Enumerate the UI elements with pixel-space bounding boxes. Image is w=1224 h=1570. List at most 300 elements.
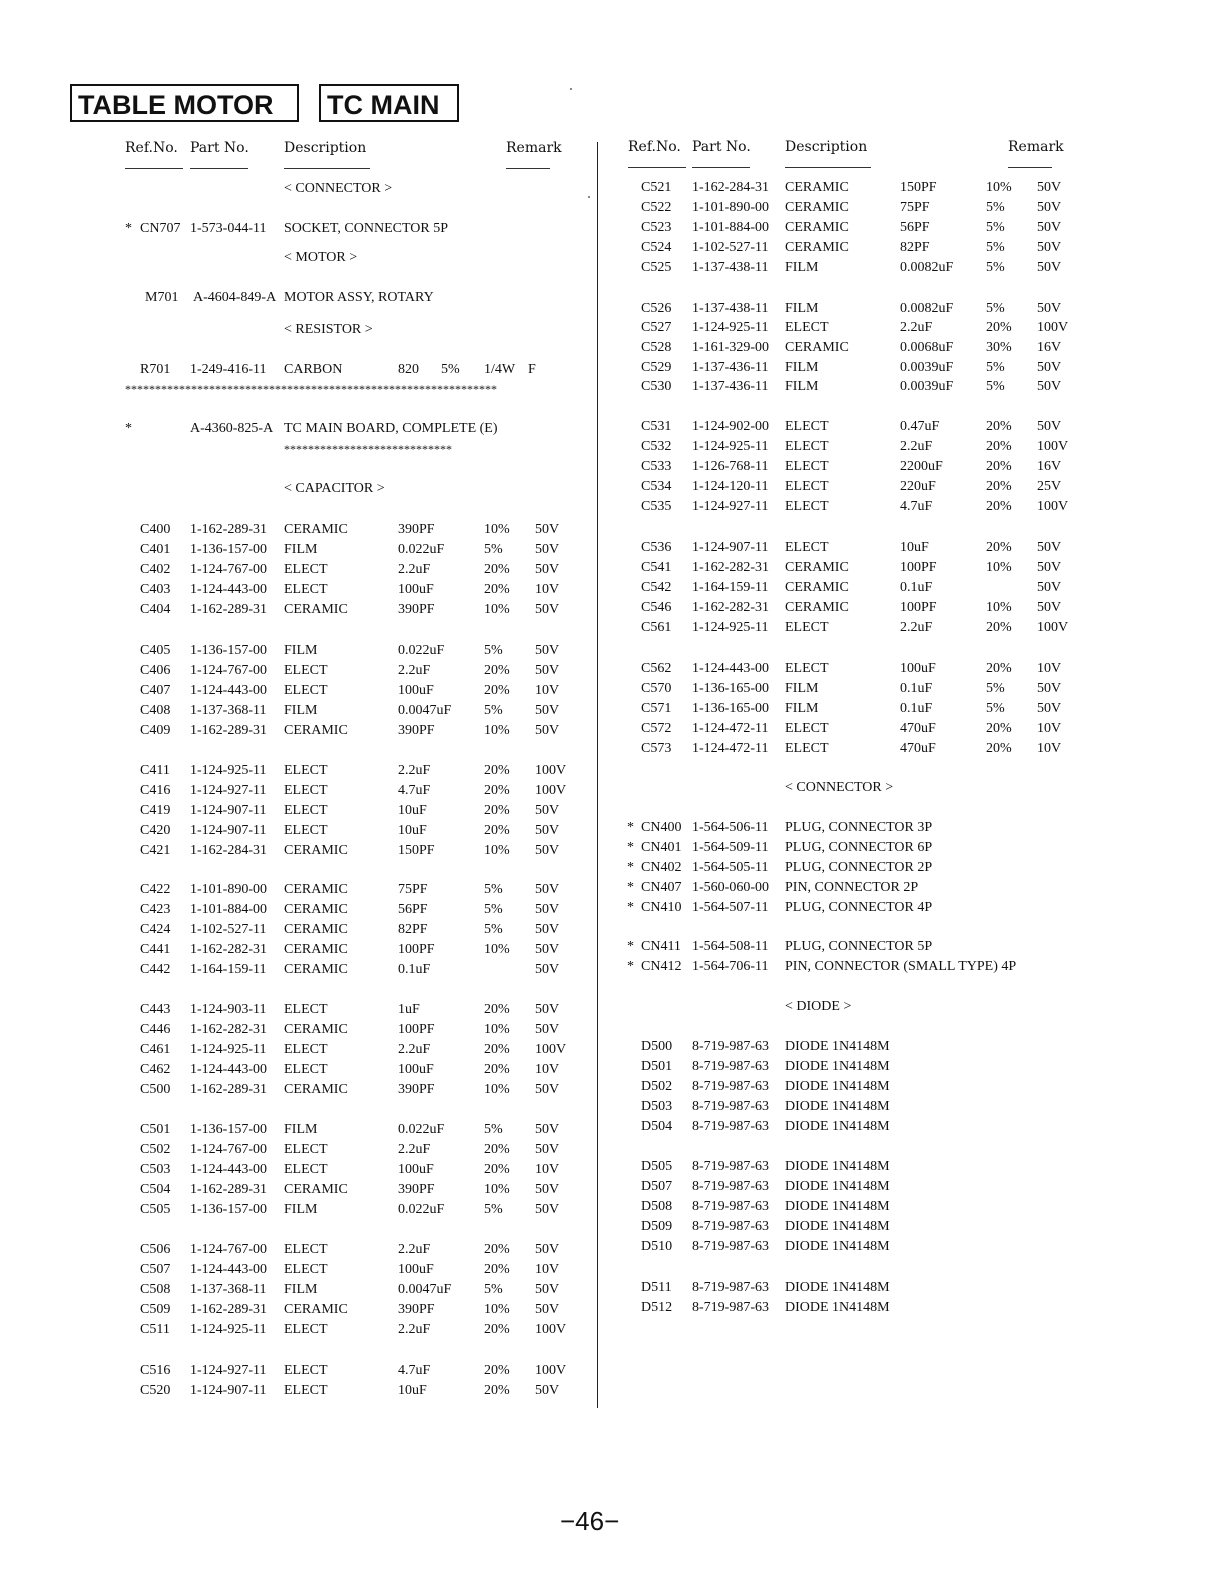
list-item [0,520,1224,540]
part-no: 1-124-443-00 [692,661,769,676]
tolerance: 10% [484,843,510,858]
tolerance: 5% [484,1282,503,1297]
voltage: 100V [1037,320,1069,335]
header-ref-left: Ref.No. [125,140,178,156]
ref-no: C541 [641,560,672,575]
header-part-left: Part No. [190,140,249,156]
description: CERAMIC [284,1082,348,1097]
part-no: 8-719-987-63 [692,1280,769,1295]
tolerance: 20% [484,763,510,778]
description: CERAMIC [785,340,849,355]
header-desc-right: Description [785,139,868,155]
tolerance: 20% [986,721,1012,736]
part-no: 1-124-927-11 [692,499,769,514]
tolerance: 20% [986,459,1012,474]
voltage: 50V [535,1282,560,1297]
voltage: 10V [1037,721,1062,736]
ref-no: C531 [641,419,672,434]
value: 390PF [398,1302,435,1317]
section-title: < CONNECTOR > [284,181,393,196]
part-no: 1-249-416-11 [190,362,267,377]
description: ELECT [785,540,829,555]
part-no: 1-136-157-00 [190,542,267,557]
tolerance: 5% [986,701,1005,716]
ref-no: C423 [140,902,171,917]
description: DIODE 1N4148M [785,1099,890,1114]
value: 2.2uF [900,620,933,635]
part-no: 1-136-165-00 [692,701,769,716]
ref-no: C422 [140,882,171,897]
value: 0.0047uF [398,703,452,718]
value: 100uF [398,1062,434,1077]
tolerance: 20% [986,479,1012,494]
part-no: 1-124-472-11 [692,741,769,756]
voltage: 50V [1037,600,1062,615]
value: 470uF [900,741,936,756]
description: ELECT [284,1162,328,1177]
ref-no: C442 [140,962,171,977]
description: CERAMIC [284,602,348,617]
list-item [0,238,1224,258]
value: 100PF [900,560,937,575]
ref-no: C504 [140,1182,171,1197]
ref-no: C501 [140,1122,171,1137]
value: 0.1uF [900,681,933,696]
description: PLUG, CONNECTOR 5P [785,939,933,954]
voltage: 50V [535,803,560,818]
value: 0.0082uF [900,301,954,316]
value: 0.1uF [900,701,933,716]
voltage: 50V [535,942,560,957]
ref-no: C542 [641,580,672,595]
asterisk-separator: **************************** [284,442,452,456]
section-title: < RESISTOR > [284,322,373,337]
ref-no: C506 [140,1242,171,1257]
ref-no: C571 [641,701,672,716]
ref-no: C530 [641,379,672,394]
part-no: 1-137-368-11 [190,703,267,718]
description: ELECT [785,439,829,454]
voltage: 50V [1037,240,1062,255]
description: CERAMIC [284,1022,348,1037]
header-ref-right: Ref.No. [628,139,681,155]
voltage: 50V [535,882,560,897]
part-no: 1-101-884-00 [190,902,267,917]
ref-no: C509 [140,1302,171,1317]
value: 100uF [398,1162,434,1177]
ref-no: C419 [140,803,171,818]
description: DIODE 1N4148M [785,1280,890,1295]
description: ELECT [785,741,829,756]
tolerance: 10% [484,1022,510,1037]
ref-no: C446 [140,1022,171,1037]
ref-no: C528 [641,340,672,355]
part-no: 8-719-987-63 [692,1159,769,1174]
ref-no: C420 [140,823,171,838]
ref-no: D511 [641,1280,672,1295]
list-item [0,719,1224,739]
value: 0.0068uF [900,340,954,355]
part-no: 1-124-443-00 [190,683,267,698]
value: 470uF [900,721,936,736]
section-heading [0,778,1224,798]
voltage: 50V [535,542,560,557]
tolerance: 30% [986,340,1012,355]
list-item [0,957,1224,977]
voltage: 10V [535,683,560,698]
ref-no: C405 [140,643,171,658]
list-item [0,1320,1224,1340]
description: CERAMIC [284,1302,348,1317]
tolerance: 20% [986,320,1012,335]
description: ELECT [284,683,328,698]
ref-no: C443 [140,1002,171,1017]
list-item [0,1278,1224,1298]
tolerance: 20% [484,1242,510,1257]
voltage: 50V [535,562,560,577]
list-item [0,878,1224,898]
part-no: 1-573-044-11 [190,221,267,236]
ref-no: CN410 [641,900,682,915]
ref-no: CN402 [641,860,682,875]
ref-no: C522 [641,200,672,215]
tolerance: 20% [484,1142,510,1157]
list-item [0,477,1224,497]
ref-no: C532 [641,439,672,454]
header-underline [628,167,686,168]
tolerance: 20% [484,683,510,698]
part-no: 1-164-159-11 [190,962,267,977]
part-no: 1-564-506-11 [692,820,769,835]
ref-no: C525 [641,260,672,275]
description: ELECT [284,582,328,597]
value: 100uF [398,683,434,698]
voltage: 50V [535,843,560,858]
part-no: 1-137-438-11 [692,260,769,275]
tolerance: 20% [484,663,510,678]
part-no: 1-126-768-11 [692,459,769,474]
voltage: 100V [535,783,567,798]
value: 0.0039uF [900,379,954,394]
part-no: 1-162-289-31 [190,522,267,537]
value: 75PF [900,200,930,215]
list-item [0,1298,1224,1318]
voltage: 50V [535,1383,560,1398]
list-item [0,437,1224,457]
list-item [0,198,1224,218]
part-no: 1-162-289-31 [190,1302,267,1317]
voltage: 50V [1037,260,1062,275]
part-no: 1-564-508-11 [692,939,769,954]
ref-no: CN407 [641,880,682,895]
safety-mark: * [627,900,634,915]
list-item [0,497,1224,517]
tolerance: 5% [484,922,503,937]
ref-no: C406 [140,663,171,678]
list-item [0,538,1224,558]
part-no: 1-124-925-11 [190,763,267,778]
voltage: 50V [1037,701,1062,716]
part-no: 1-124-767-00 [190,562,267,577]
part-no: 1-124-443-00 [190,582,267,597]
tolerance: 20% [484,823,510,838]
part-no: 1-124-907-11 [692,540,769,555]
part-no: A-4360-825-A [190,421,274,436]
value: 150PF [900,180,937,195]
part-no: 8-719-987-63 [692,1300,769,1315]
part-no: 1-124-925-11 [190,1322,267,1337]
part-no: A-4604-849-A [193,290,277,305]
list-item [0,1057,1224,1077]
part-no: 1-564-505-11 [692,860,769,875]
part-no: 1-124-903-11 [190,1002,267,1017]
part-no: 8-719-987-63 [692,1039,769,1054]
list-item [0,818,1224,838]
voltage: 10V [535,1262,560,1277]
header-underline [506,168,550,169]
part-no: 8-719-987-63 [692,1099,769,1114]
safety-mark: * [627,939,634,954]
tolerance: 20% [484,803,510,818]
part-no: 1-137-436-11 [692,379,769,394]
header-desc-left: Description [284,140,367,156]
part-no: 1-137-436-11 [692,360,769,375]
description: ELECT [284,562,328,577]
list-item [0,218,1224,238]
safety-mark: * [125,221,132,236]
tolerance: 20% [484,1322,510,1337]
description: DIODE 1N4148M [785,1300,890,1315]
ref-no: C523 [641,220,672,235]
description: FILM [785,681,819,696]
page-number: −46− [560,1506,620,1536]
voltage: 50V [1037,580,1062,595]
safety-mark: * [627,860,634,875]
part-no: 1-124-767-00 [190,663,267,678]
part-no: 1-101-890-00 [190,882,267,897]
tolerance: 5% [484,1122,503,1137]
part-no: 1-124-443-00 [190,1062,267,1077]
value: 100PF [900,600,937,615]
part-no: 1-162-284-31 [692,180,769,195]
ref-no: C500 [140,1082,171,1097]
part-no: 1-564-507-11 [692,900,769,915]
voltage: 50V [535,962,560,977]
description: SOCKET, CONNECTOR 5P [284,221,449,236]
description: ELECT [284,1142,328,1157]
description: ELECT [785,320,829,335]
ref-no: D504 [641,1119,673,1134]
ref-no: C508 [140,1282,171,1297]
description: CERAMIC [785,580,849,595]
list-item [0,1217,1224,1237]
value: 2.2uF [398,1142,431,1157]
list-item [0,338,1224,358]
list-item [0,358,1224,378]
value: 0.0082uF [900,260,954,275]
value: 2.2uF [900,439,933,454]
list-item [0,1237,1224,1257]
description: CARBON [284,362,343,377]
description: ELECT [785,661,829,676]
ref-no: C404 [140,602,171,617]
ref-no: CN412 [641,959,682,974]
value: 390PF [398,1182,435,1197]
part-no: 1-124-925-11 [692,439,769,454]
list-item [0,1097,1224,1117]
ref-no: C424 [140,922,171,937]
tolerance: 20% [986,540,1012,555]
description: ELECT [284,1062,328,1077]
part-no: 1-136-157-00 [190,1202,267,1217]
list-item [0,898,1224,918]
ref-no: CN707 [140,221,181,236]
part-no: 1-162-289-31 [190,723,267,738]
list-item [0,618,1224,638]
part-no: 1-124-925-11 [190,1042,267,1057]
value: 0.0047uF [398,1282,452,1297]
voltage: 10V [535,582,560,597]
section-title: < CAPACITOR > [284,481,385,496]
ref-no: D501 [641,1059,673,1074]
value: 390PF [398,522,435,537]
part-no: 1-136-157-00 [190,1122,267,1137]
part-no: 1-162-282-31 [190,942,267,957]
voltage: 100V [535,1042,567,1057]
ref-no: C505 [140,1202,171,1217]
part-no: 1-124-443-00 [190,1162,267,1177]
voltage: 50V [1037,379,1062,394]
voltage: 16V [1037,340,1062,355]
voltage: 100V [1037,499,1069,514]
voltage: 50V [535,663,560,678]
description: PLUG, CONNECTOR 2P [785,860,933,875]
part-no: 1-164-159-11 [692,580,769,595]
value: 100uF [398,1262,434,1277]
tolerance: 5% [986,360,1005,375]
part-no: 1-162-289-31 [190,1082,267,1097]
value: 10uF [398,803,427,818]
value: 0.022uF [398,542,445,557]
voltage: 50V [1037,540,1062,555]
ref-no: C527 [641,320,672,335]
tolerance: 10% [484,1302,510,1317]
part-no: 1-124-927-11 [190,783,267,798]
part-no: 8-719-987-63 [692,1079,769,1094]
ref-no: C562 [641,661,672,676]
description: FILM [785,360,819,375]
value: 82PF [398,922,428,937]
description: ELECT [785,721,829,736]
part-no: 1-162-282-31 [692,560,769,575]
voltage: 100V [535,1363,567,1378]
safety-mark: * [627,840,634,855]
description: ELECT [284,1262,328,1277]
part-no: 1-564-706-11 [692,959,769,974]
part-no: 8-719-987-63 [692,1119,769,1134]
part-no: 1-102-527-11 [692,240,769,255]
description: CERAMIC [785,220,849,235]
tolerance: 10% [484,1082,510,1097]
ref-no: C416 [140,783,171,798]
value: 56PF [398,902,428,917]
description: CERAMIC [284,843,348,858]
tolerance: 5% [484,643,503,658]
voltage: 50V [535,1182,560,1197]
value: 2.2uF [900,320,933,335]
description: ELECT [284,763,328,778]
list-item [0,1197,1224,1217]
value: 10uF [900,540,929,555]
list-item [0,318,1224,338]
value: 10uF [398,1383,427,1398]
safety-mark: * [627,959,634,974]
tolerance: 20% [484,1363,510,1378]
value: 390PF [398,602,435,617]
header-part-right: Part No. [692,139,751,155]
ref-no: C529 [641,360,672,375]
ref-no: C461 [140,1042,171,1057]
part-no: 1-564-509-11 [692,840,769,855]
voltage: 50V [535,723,560,738]
voltage: 50V [535,643,560,658]
tolerance: 5% [986,240,1005,255]
description: CERAMIC [284,962,348,977]
voltage: 50V [535,1242,560,1257]
tolerance: 10% [986,560,1012,575]
tolerance: 5% [986,301,1005,316]
description: FILM [785,260,819,275]
description: ELECT [284,783,328,798]
header-underline [125,168,183,169]
title-tc-main: TC MAIN [319,84,459,122]
list-item [0,838,1224,858]
value: 82PF [900,240,930,255]
value: 2200uF [900,459,943,474]
ref-no: CN400 [641,820,682,835]
description: CERAMIC [785,560,849,575]
description: ELECT [785,459,829,474]
remark: F [528,362,536,377]
tolerance: 20% [484,582,510,597]
list-item [0,1117,1224,1137]
description: PIN, CONNECTOR 2P [785,880,919,895]
voltage: 50V [535,1082,560,1097]
voltage: 100V [535,1322,567,1337]
ref-no: C407 [140,683,171,698]
description: ELECT [284,1383,328,1398]
list-item [0,1077,1224,1097]
ref-no: C561 [641,620,672,635]
ref-no: C536 [641,540,672,555]
value: 820 [398,362,419,377]
tolerance: 20% [986,661,1012,676]
part-no: 1-124-925-11 [692,620,769,635]
description: MOTOR ASSY, ROTARY [284,290,434,305]
list-item [0,1260,1224,1280]
description: FILM [284,1202,318,1217]
list-item [0,558,1224,578]
list-item [0,178,1224,198]
description: FILM [284,1122,318,1137]
description: DIODE 1N4148M [785,1239,890,1254]
tolerance: 20% [484,1002,510,1017]
voltage: 50V [1037,681,1062,696]
asterisk-separator: ************************************************************** [125,382,497,396]
list-item [0,1157,1224,1177]
voltage: 50V [1037,220,1062,235]
voltage: 50V [535,1022,560,1037]
